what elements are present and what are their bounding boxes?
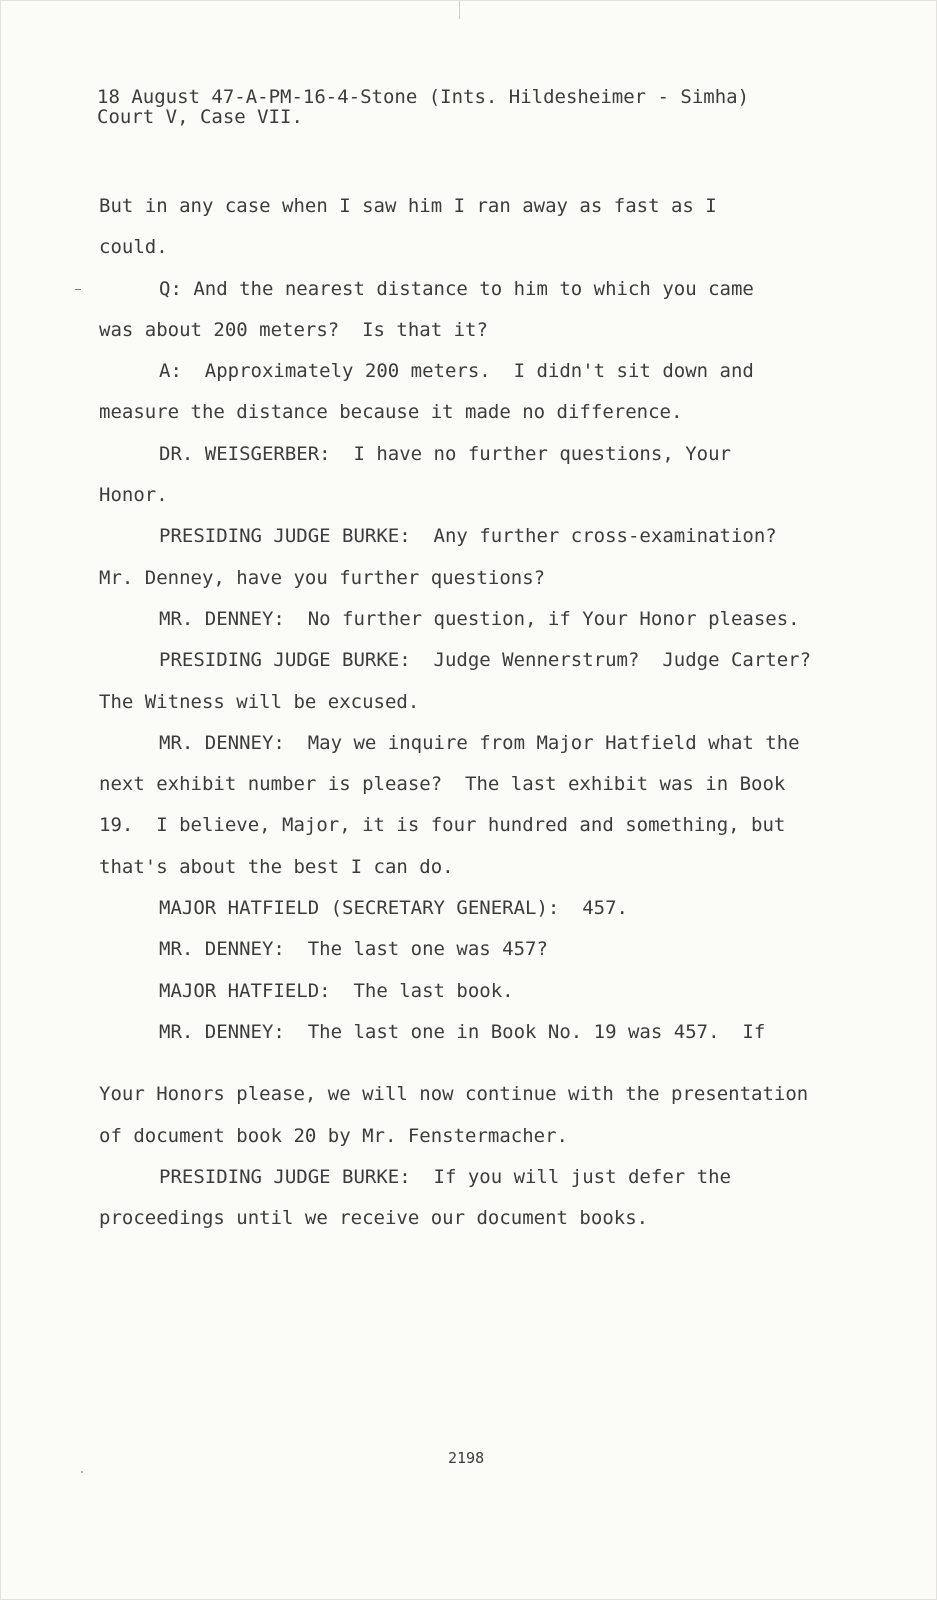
transcript-line: measure the distance because it made no difference. bbox=[99, 401, 683, 424]
header-line-2: Court V, Case VII. bbox=[97, 106, 303, 128]
transcript-line: PRESIDING JUDGE BURKE: If you will just defer the bbox=[159, 1165, 731, 1188]
transcript-line: proceedings until we receive our document books. bbox=[99, 1207, 649, 1230]
transcript-line: But in any case when I saw him I ran away as fast as I bbox=[99, 195, 717, 217]
page-number: 2198 bbox=[448, 1449, 485, 1467]
transcript-header bbox=[97, 87, 749, 127]
transcript-line: DR. WEISGERBER: I have no further questions, Your bbox=[159, 442, 731, 465]
transcript-line: MR. DENNEY: May we inquire from Major Hatfield what the bbox=[159, 731, 800, 754]
transcript-line: Mr. Denney, have you further questions? bbox=[99, 566, 546, 589]
transcript-line: Q: And the nearest distance to him to which you came bbox=[159, 277, 754, 300]
fold-line bbox=[459, 1, 460, 19]
transcript-line: The Witness will be excused. bbox=[99, 690, 420, 713]
transcript-line: could. bbox=[99, 236, 168, 259]
transcript-line: Your Honors please, we will now continue with the presentation bbox=[99, 1083, 809, 1106]
margin-mark bbox=[75, 289, 81, 290]
header-line-1: 18 August 47-A-PM-16-4-Stone (Ints. Hildesheimer - Simha) bbox=[97, 86, 750, 108]
transcript-line: MR. DENNEY: The last one in Book No. 19 was 457. If bbox=[159, 1020, 766, 1043]
transcript-line: Honor. bbox=[99, 484, 168, 507]
transcript-line: MR. DENNEY: The last one was 457? bbox=[159, 938, 548, 961]
transcript-body bbox=[99, 186, 869, 1239]
transcript-line: PRESIDING JUDGE BURKE: Judge Wennerstrum? Judge Carter? bbox=[159, 649, 812, 672]
transcript-line: 19. I believe, Major, it is four hundred and something, but bbox=[99, 814, 786, 837]
margin-dot bbox=[81, 1471, 83, 1473]
transcript-line: MAJOR HATFIELD: The last book. bbox=[159, 979, 514, 1002]
paragraph-gap bbox=[99, 1053, 869, 1074]
transcript-line: MR. DENNEY: No further question, if Your Honor pleases. bbox=[159, 607, 800, 630]
transcript-line: next exhibit number is please? The last exhibit was in Book bbox=[99, 773, 786, 796]
transcript-line: MAJOR HATFIELD (SECRETARY GENERAL): 457. bbox=[159, 897, 628, 920]
transcript-line: that's about the best I can do. bbox=[99, 855, 454, 878]
transcript-line: of document book 20 by Mr. Fenstermacher. bbox=[99, 1124, 568, 1147]
transcript-line: was about 200 meters? Is that it? bbox=[99, 318, 488, 341]
transcript-line: PRESIDING JUDGE BURKE: Any further cross-examination? bbox=[159, 525, 777, 548]
transcript-line: A: Approximately 200 meters. I didn't sit down and bbox=[159, 360, 754, 383]
